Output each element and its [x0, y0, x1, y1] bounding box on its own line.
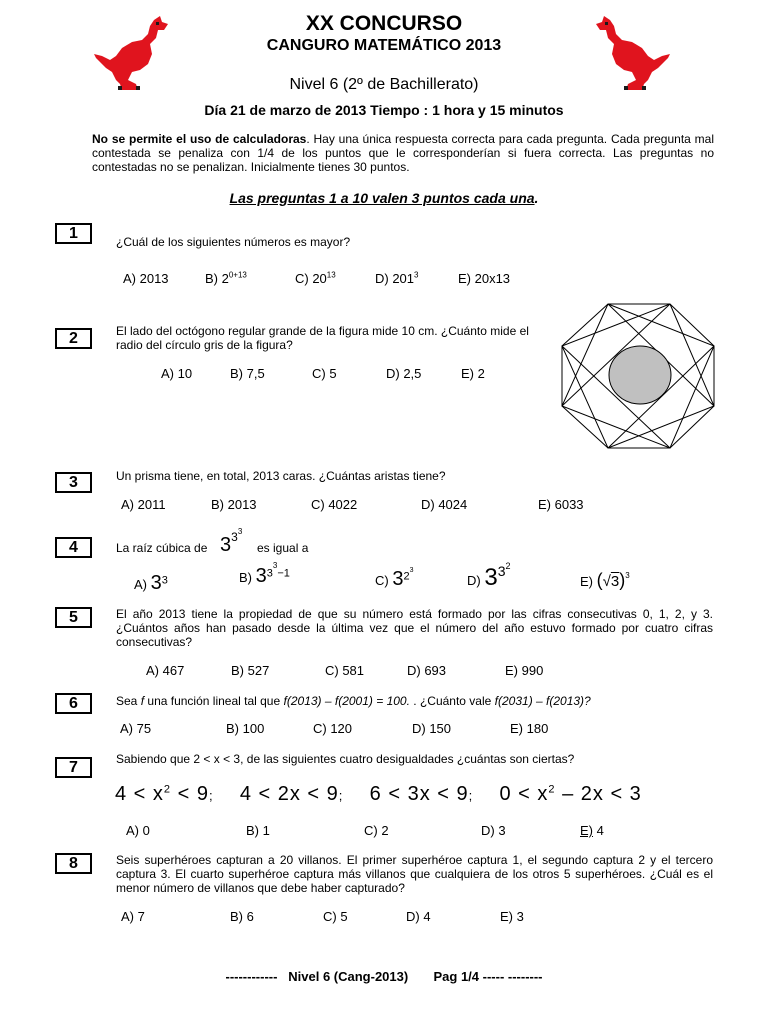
option-a: A) 467: [146, 663, 185, 678]
option-d: D) 4024: [421, 497, 468, 512]
section-title-text: Las preguntas 1 a 10 valen 3 puntos cada una: [229, 190, 535, 206]
option-d-label: D): [467, 573, 481, 588]
option-d-exp1: 3: [497, 563, 506, 579]
option-a: [134, 572, 168, 595]
question-number-box: 4: [55, 537, 92, 558]
option-e-label: E): [580, 574, 593, 589]
option-e: E) $(√3)^3$: [580, 570, 630, 590]
option-b-base: B) 2: [205, 271, 229, 286]
option-d: D) 150: [412, 721, 452, 736]
question-number-box: 7: [55, 757, 92, 778]
exam-title: XX CONCURSO: [305, 12, 463, 35]
option-d: D) 693: [407, 663, 447, 678]
question-number-box: 3: [55, 472, 92, 493]
question-text-after: es igual a: [257, 541, 309, 555]
option-e-letter: E): [580, 823, 593, 838]
q6-expr: f(2031) – f(2013)?: [494, 694, 591, 708]
option-c: C) 4022: [311, 497, 358, 512]
option-d-base: D) 201: [375, 271, 415, 286]
option-c: C) 2: [364, 823, 389, 838]
inequalities: $4 < x^2 < 9$; 4 < 2x < 9; 6 < 3x < 9; $0 < x^2 - 2x < 3$: [115, 783, 642, 805]
option-e: E) 6033: [538, 497, 584, 512]
q6-mid: una función lineal tal que: [147, 694, 281, 708]
option-d-exp2: 2: [505, 561, 511, 571]
question-number-box: 2: [55, 328, 92, 349]
ineq-4: $0 < x^2 - 2x < 3$: [499, 783, 642, 805]
q6-q: . ¿Cuánto vale: [413, 694, 492, 708]
option-c: C) 5: [312, 366, 337, 381]
section-title: Las preguntas 1 a 10 valen 3 puntos cada una.: [229, 190, 539, 206]
option-d: D) 2,5: [386, 366, 422, 381]
option-a-base: 3: [150, 572, 162, 594]
option-b-minus: −1: [277, 567, 290, 580]
option-a: A) 7: [121, 909, 145, 924]
option-d: [467, 561, 511, 592]
gray-circle: [609, 346, 671, 404]
option-b-exp2: 3: [272, 561, 278, 570]
instructions: [92, 132, 714, 174]
option-c-base: 3: [392, 568, 404, 590]
question-number-box: 6: [55, 693, 92, 714]
option-e: [580, 823, 604, 838]
option-e: E) 180: [510, 721, 549, 736]
option-b: [205, 271, 247, 286]
option-b-base: 3: [255, 565, 267, 587]
option-a: A) 2011: [121, 497, 166, 512]
option-b: B) 7,5: [230, 366, 265, 381]
question-text: Sabiendo que 2 < x < 3, de las siguientes cuatro desigualdades ¿cuántas son ciertas?: [116, 752, 575, 766]
exam-subtitle: CANGURO MATEMÁTICO 2013: [266, 37, 502, 54]
octagon-figure: [558, 300, 718, 452]
option-e: E) 2: [461, 366, 485, 381]
option-e-exp: 3: [625, 571, 630, 580]
exam-level: Nivel 6 (2º de Bachillerato): [289, 76, 479, 93]
option-d: [375, 271, 418, 286]
expr-exp2: 3: [237, 527, 243, 536]
question-text: [116, 694, 591, 708]
q6-eq: f(2013) – f(2001) = 100.: [283, 694, 410, 708]
question-text: ¿Cuál de los siguientes números es mayor?: [116, 235, 351, 249]
expr-base: 3: [220, 534, 232, 556]
q6-pre: Sea: [116, 694, 138, 708]
option-c-exp1: 2: [403, 570, 410, 583]
option-c: C) 581: [325, 663, 365, 678]
option-d: D) 4: [406, 909, 431, 924]
option-a: A) 0: [126, 823, 150, 838]
option-a-label: A): [134, 577, 147, 592]
instructions-rest: . Hay una única respuesta correcta para cada pregunta. Cada pregunta mal contestada se penaliza con 1/4 de los puntos que le corresponderían si fuera correcta. Las preguntas no contestadas no se penalizan. Inicialmente tienes 30 puntos.: [92, 132, 714, 174]
option-c: [295, 271, 336, 286]
option-e: E) 20x13: [458, 271, 511, 286]
option-b: B) 1: [246, 823, 270, 838]
expr-exp1: 3: [231, 530, 238, 544]
option-d: D) 3: [481, 823, 506, 838]
option-d-base: 3: [484, 564, 498, 591]
option-e: E) 3: [500, 909, 524, 924]
option-a-exp: 3: [161, 574, 168, 587]
ineq-3: 6 < 3x < 9: [369, 783, 469, 805]
option-a: A) 2013: [123, 271, 169, 286]
option-b: [239, 561, 290, 588]
question-text: Seis superhéroes capturan a 20 villanos. El primer superhéroe captura 1, el segundo captura 2 y el tercero captura 3. El cuarto superhéroe captura más villanos que cualquiera de los otros 5 superhéroes. ¿Cuál es el menor número de villanos que debe haber capturado?: [116, 853, 713, 895]
option-c-exp2: 3: [409, 567, 414, 574]
option-c: C) 5: [323, 909, 348, 924]
nested-power-expression: [220, 527, 243, 557]
option-c: [375, 568, 414, 591]
option-c-exp: 13: [326, 270, 336, 280]
question-number-box: 1: [55, 223, 92, 244]
option-e: E) 990: [505, 663, 544, 678]
option-e-value: 4: [593, 823, 604, 838]
instructions-bold: No se permite el uso de calculadoras: [92, 132, 307, 146]
question-number-box: 5: [55, 607, 92, 628]
option-d-exp: 3: [414, 270, 419, 280]
question-text: Un prisma tiene, en total, 2013 caras. ¿Cuántas aristas tiene?: [116, 469, 446, 483]
option-e-inner: 3: [610, 573, 620, 590]
question-text: El año 2013 tiene la propiedad de que su número está formado por las cifras consecutivas 0, 1, 2, y 3. ¿Cuántos años han pasado desde la última vez que el número del año estuvo formado por cuatro cifras consecutivas?: [116, 607, 713, 649]
option-b-exp: 0+13: [228, 270, 247, 280]
question-text-before: La raíz cúbica de: [116, 541, 208, 555]
q6-f: f: [140, 694, 145, 708]
option-a: A) 75: [120, 721, 152, 736]
option-b: B) 2013: [211, 497, 257, 512]
exam-date: Día 21 de marzo de 2013 Tiempo : 1 hora y 15 minutos: [204, 102, 564, 118]
page-footer: ------------ Nivel 6 (Cang-2013) Pag 1/4 ----- --------: [225, 969, 543, 984]
option-b-label: B): [239, 570, 252, 585]
question-number-box: 8: [55, 853, 92, 874]
option-c-base: C) 20: [295, 271, 327, 286]
option-c: C) 120: [313, 721, 353, 736]
option-a: A) 10: [161, 366, 193, 381]
option-b: B) 6: [230, 909, 254, 924]
option-b-exp1: 3: [266, 567, 273, 580]
question-text: El lado del octógono regular grande de la figura mide 10 cm. ¿Cuánto mide el radio del círculo gris de la figura?: [116, 324, 529, 352]
ineq-2: 4 < 2x < 9: [239, 783, 339, 805]
ineq-1: $4 < x^2 < 9$: [115, 783, 209, 805]
option-c-label: C): [375, 573, 389, 588]
option-b: B) 527: [231, 663, 270, 678]
option-b: B) 100: [226, 721, 265, 736]
